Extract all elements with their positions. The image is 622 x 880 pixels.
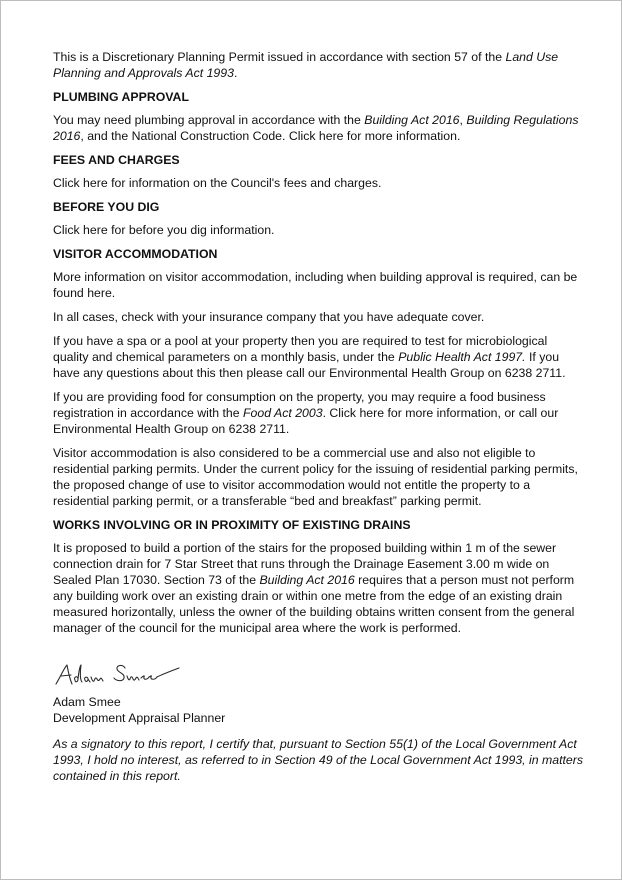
plumbing-paragraph: You may need plumbing approval in accordance with the Building Act 2016, Building Regulations 2016, and the National Construction Code. Click here for more information. [53,113,579,143]
act-name: Land Use Planning and Approvals Act 1993 [53,50,559,80]
section-heading-dig: BEFORE YOU DIG [53,200,160,214]
visitor-paragraph-4: If you are providing food for consumption on the property, you may require a food business registration in accordance with the Food Act 2003. Click here for more information, or call our Environmental Health Group on 6238 2711. [53,390,559,436]
visitor-paragraph-2: In all cases, check with your insurance company that you have adequate cover. [53,310,485,324]
act-name: Public Health Act 1997. [398,350,526,364]
act-name: Food Act 2003 [243,406,323,420]
signatory-title: Development Appraisal Planner [53,711,226,725]
act-name: Building Act 2016 [259,573,355,587]
certification-statement: As a signatory to this report, I certify that, pursuant to Section 55(1) of the Local Government Act 1993, I hold no interest, as referred to in Section 49 of the Local Government Act 1993, in matters contained in this report. [53,737,583,783]
section-heading-drains: WORKS INVOLVING OR IN PROXIMITY OF EXISTING DRAINS [53,518,411,532]
section-heading-plumbing: PLUMBING APPROVAL [53,90,189,104]
section-heading-visitor: VISITOR ACCOMMODATION [53,247,218,261]
visitor-paragraph-1: More information on visitor accommodation, including when building approval is required, can be found here. [53,270,578,300]
handwritten-signature [53,660,583,690]
visitor-paragraph-5: Visitor accommodation is also considered to be a commercial use and also not eligible to residential parking permits. Under the current policy for the issuing of residential parking permits, the proposed change of use to visitor accommodation would not entitle the property to a residential parking permit, or a transferable “bed and breakfast” parking permit. [53,446,578,508]
fees-paragraph: Click here for information on the Council's fees and charges. [53,176,382,190]
act-name: Building Regulations 2016 [53,113,579,143]
drains-paragraph: It is proposed to build a portion of the stairs for the proposed building within 1 m of the sewer connection drain for 7 Star Street that runs through the Drainage Easement 3.00 m wide on Sealed Plan 17030. Section 73 of the Building Act 2016 requires that a person must not perform any building work over an existing drain or within one metre from the edge of an existing drain measured horizontally, unless the owner of the building obtains written consent from the general manager of the council for the municipal area where the work is performed. [53,541,575,635]
act-name: Building Act 2016 [364,113,460,127]
document-body [53,49,583,792]
signatory-block [53,694,583,726]
section-heading-fees: FEES AND CHARGES [53,153,180,167]
signatory-name: Adam Smee [53,695,121,709]
visitor-paragraph-3: If you have a spa or a pool at your property then you are required to test for microbiological quality and chemical parameters on a monthly basis, under the Public Health Act 1997. If you have any questions about this then please call our Environmental Health Group on 6238 2711. [53,334,566,380]
intro-paragraph: This is a Discretionary Planning Permit issued in accordance with section 57 of the Land Use Planning and Approvals Act 1993. [53,50,559,80]
signature-image [53,660,193,690]
dig-paragraph: Click here for before you dig information. [53,223,275,237]
